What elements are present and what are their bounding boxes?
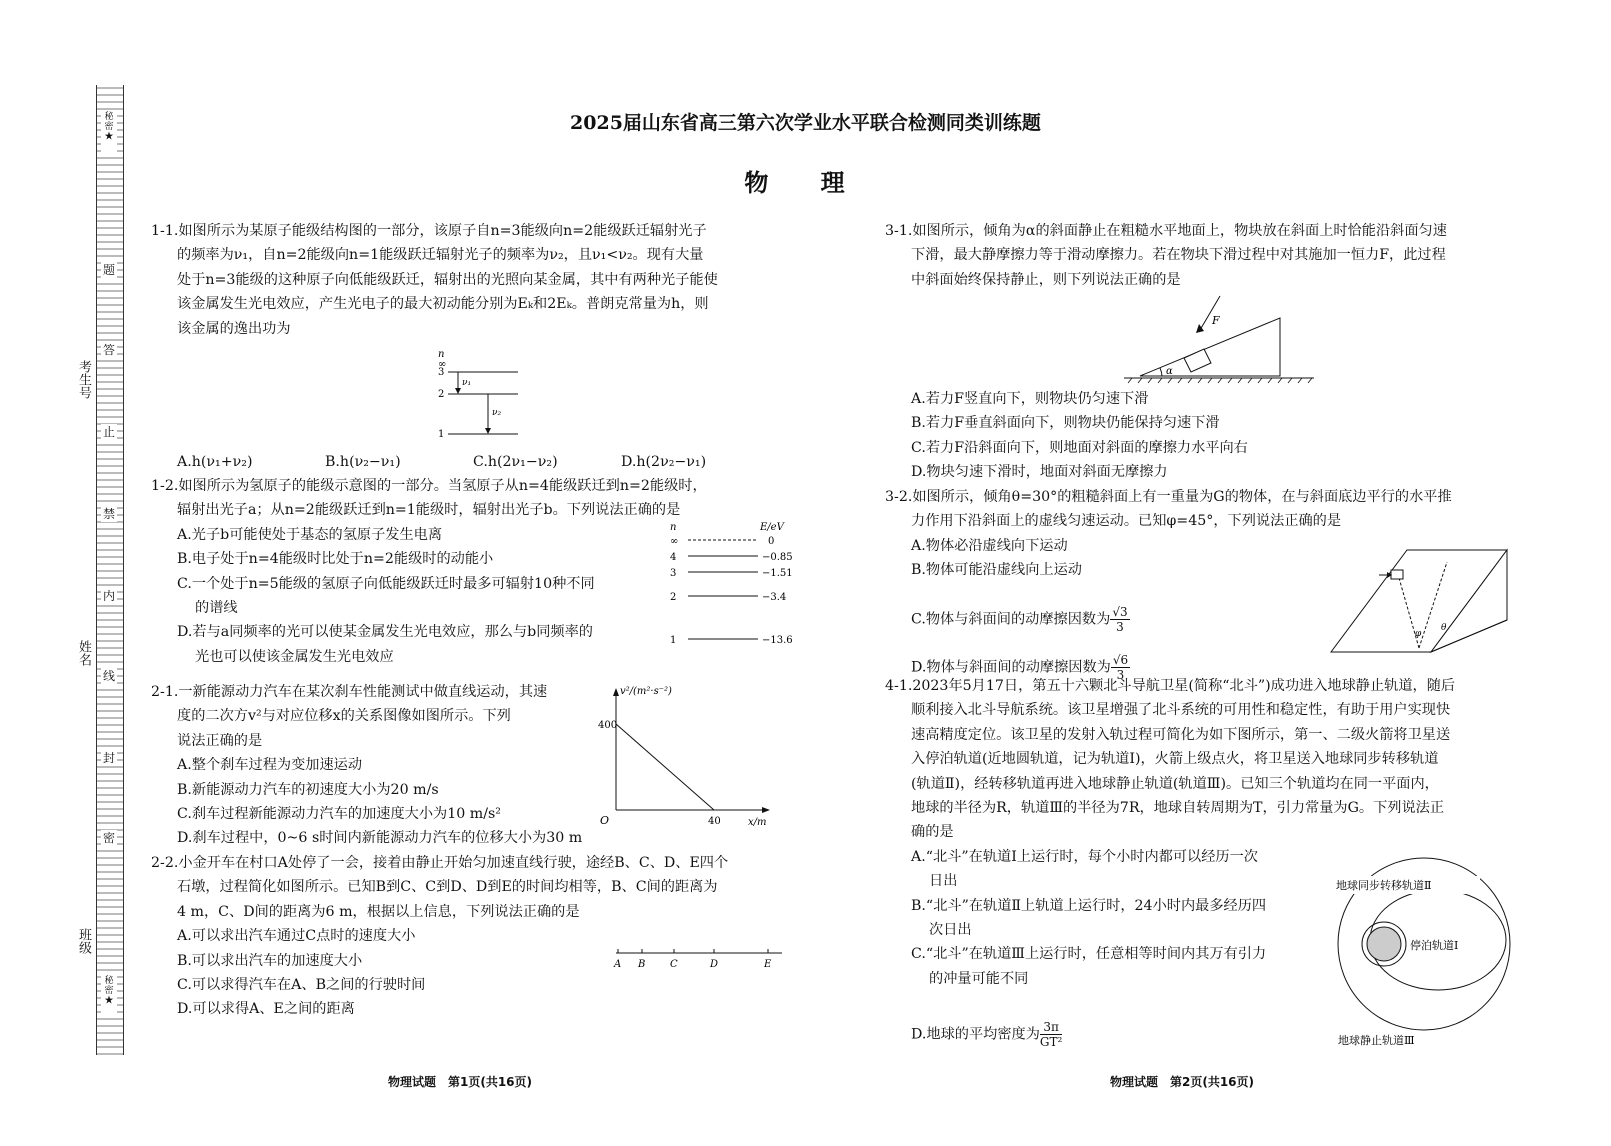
label-nu1: ν₁ [462,378,472,388]
q4-1-line: 入停泊轨道(近地圆轨道，记为轨道Ⅰ)，火箭上级点火，将卫星送入地球同步转移轨道 [911,751,1439,768]
option-c: C.刹车过程新能源动力汽车的加速度大小为10 m/s² [177,806,501,823]
level-n: 3 [670,568,677,579]
q2-1-line: 说法正确的是 [177,732,263,749]
option-b: B.若力F垂直斜面向下，则物块仍能保持匀速下滑 [911,415,1220,432]
q1-1-line: 处于n=3能级的这种原子向低能级跃迁，辐射出的光照向某金属，其中有两种光子能使 [177,271,718,288]
q3-2-incline-3d-diagram [1325,540,1515,660]
point-e: E [764,959,772,970]
field-exam-number: 考生号 [76,360,91,399]
option-d: D.可以求得A、E之间的距离 [177,1001,355,1018]
option-c: C.一个处于n=5能级的氢原子向低能级跃迁时最多可辐射10种不同 [177,575,595,592]
q1-1-line: 1-1.如图所示为某原子能级结构图的一部分，该原子自n=3能级向n=2能级跃迁辐射光子 [151,223,707,239]
option-c: C.h(2ν₁−ν₂) [473,454,558,470]
page-footer-left: 物理试题 第1页(共16页) [388,1075,533,1089]
series-line [616,724,714,810]
option-d: D.h(2ν₂−ν₁) [621,454,707,470]
label-nu2: ν₂ [492,408,502,418]
q2-2-line: 4 m，C、D间的距离为6 m，根据以上信息，下列说法正确的是 [177,903,580,920]
label-geo-orbit: 地球静止轨道Ⅲ [1338,1034,1415,1047]
option-b: B.可以求出汽车的加速度大小 [177,952,363,969]
left-column [151,219,791,341]
option-d-cont: 光也可以使该金属发生光电效应 [195,648,394,665]
option-d: D.刹车过程中，0~6 s时间内新能源动力汽车的位移大小为30 m [177,830,583,847]
q3-1 [885,219,1535,292]
option-a: A.光子b可能使处于基态的氢原子发生电离 [177,526,443,543]
q2-1-line: 度的二次方v²与对应位移x的关系图像如图所示。下列 [177,708,511,725]
q1-2-line: 辐射出光子a；从n=2能级跃迁到n=1能级时，辐射出光子b。下列说法正确的是 [177,502,681,519]
option-d: D.物体与斜面间的动摩擦因数为 [911,659,1111,676]
binding-word: 封 [102,751,115,765]
q2-2-line: 2-2.小金开车在村口A处停了一会，接着由静止开始匀加速直线行驶，途经B、C、D、E四个 [151,855,729,871]
q4-1-line: 顺利接入北斗导航系统。该卫星增强了北斗系统的可用性和稳定性，有助于用户实现快 [911,702,1451,719]
origin-label: O [600,814,610,827]
option-b: B.“北斗”在轨道Ⅱ上轨道上运行时，24小时内最多经历四 [911,897,1267,914]
q2-2-line: 石墩，过程简化如图所示。已知B到C、C到D、D到E的时间均相等，B、C间的距离为 [177,879,718,896]
q3-1-incline-diagram [1120,290,1320,392]
level-e: 0 [768,536,775,547]
option-a: A.整个刹车过程为变加速运动 [177,757,363,774]
label-transfer-orbit: 地球同步转移轨道Ⅱ [1336,879,1432,892]
option-c-cont: 的冲量可能不同 [929,970,1029,987]
level-e: −3.4 [762,592,787,603]
q1-2-line: 1-2.如图所示为氢原子的能级示意图的一部分。当氢原子从n=4能级跃迁到n=2能级时， [151,478,707,494]
q2-2 [151,851,811,1022]
option-b-cont: 次日出 [929,922,972,939]
level-n: 2 [670,592,677,603]
label-unit: E/eV [760,522,784,533]
level-e: −1.51 [762,568,793,579]
subject-title: 物 理 [744,169,867,197]
binding-margin [96,85,124,1055]
point-a: A [614,959,622,970]
q1-1-options [151,450,791,474]
y-axis-label: v²/(m²·s⁻²) [620,686,672,697]
phi-label: φ [1415,629,1422,639]
point-d: D [710,959,719,970]
q3-2-option-c [911,605,1211,634]
q4-1-option-d [911,1020,1211,1049]
option-b: B.物体可能沿虚线向上运动 [911,562,1082,579]
y-tick-label: 400 [598,720,618,731]
q4-1-line: 确的是 [911,824,954,841]
level-n: 4 [670,552,677,563]
option-d: D.物块匀速下滑时，地面对斜面无摩擦力 [911,464,1168,481]
level-e: −13.6 [762,635,793,646]
option-a: A.h(ν₁+ν₂) [177,454,253,470]
binding-word: 题 [102,263,115,277]
option-a: A.若力F竖直向下，则物块仍匀速下滑 [911,391,1149,407]
option-b: B.新能源动力汽车的初速度大小为20 m/s [177,781,439,798]
q1-1-line: 该金属的逸出功为 [177,320,291,337]
q3-1-options [885,387,1535,485]
q3-1-line: 下滑，最大静摩擦力等于滑动摩擦力。若在物块下滑过程中对其施加一恒力F，此过程 [911,247,1446,264]
q2-2-road-diagram [612,945,787,973]
q4-1-line: (轨道Ⅱ)，经转移轨道再进入地球静止轨道(轨道Ⅲ)。已知三个轨道均在同一平面内， [911,775,1439,792]
x-tick-label: 40 [708,816,721,827]
q2-1-line: 2-1.一新能源动力汽车在某次刹车性能测试中做直线运动，其速 [151,684,548,700]
page-footer-right: 物理试题 第2页(共16页) [1110,1075,1255,1089]
option-c-cont: 的谱线 [195,600,238,617]
binding-word: 答 [102,343,115,357]
exam-title: 2025届山东省高三第六次学业水平联合检测同类训练题 [570,112,1041,134]
fraction: $\frac{√6}{3}$ [1112,653,1129,682]
q1-2-hydrogen-levels [660,518,795,658]
binding-word: 线 [102,669,115,683]
binding-word: 禁 [102,507,115,521]
label-level-1: 1 [438,429,445,440]
option-a: A.物体必沿虚线向下运动 [911,537,1068,554]
option-a: A.“北斗”在轨道Ⅰ上运行时，每个小时内都可以经历一次 [911,848,1258,865]
label-parking-orbit: 停泊轨道Ⅰ [1410,939,1459,952]
q3-2-line: 力作用下沿斜面上的虚线匀速运动。已知φ=45°，下列说法正确的是 [911,513,1342,530]
secret-mark-top: 秘密★ [101,112,117,152]
angle-label: α [1166,366,1173,377]
q4-1-line: 地球的半径为R，轨道Ⅲ的半径为7R，地球自转周期为T，引力常量为G。下列说法正 [911,800,1445,817]
option-c: C.“北斗”在轨道Ⅲ上运行时，任意相等时间内其万有引力 [911,946,1267,963]
option-b: B.h(ν₂−ν₁) [325,454,401,470]
q4-1-line: 速高精度定位。该卫星的发射入轨过程可简化为如下图所示，第一、二级火箭将卫星送 [911,726,1451,743]
force-label: F [1212,314,1220,327]
option-c: C.若力F沿斜面向下，则地面对斜面的摩擦力水平向右 [911,439,1248,456]
option-c: C.可以求得汽车在A、B之间的行驶时间 [177,977,426,994]
q1-1-energy-diagram [420,345,540,450]
field-name: 姓名 [76,640,91,666]
q4-1-orbit-diagram [1328,852,1520,1047]
binding-word: 内 [102,589,115,603]
q1-1-line: 该金属发生光电效应，产生光电子的最大初动能分别为Eₖ和2Eₖ。普朗克常量为h，则 [177,296,709,313]
secret-mark-bottom: 秘密★ [101,976,117,1016]
option-d: D.若与a同频率的光可以使某金属发生光电效应，那么与b同频率的 [177,624,593,641]
level-n: ∞ [670,536,679,547]
level-e: −0.85 [762,552,793,563]
q3-1-line: 中斜面始终保持静止，则下列说法正确的是 [911,271,1181,288]
theta-label: θ [1441,623,1447,633]
q3-1-line: 3-1.如图所示，倾角为α的斜面静止在粗糙水平地面上，物块放在斜面上时恰能沿斜面匀速 [885,223,1447,239]
q3-2-line: 3-2.如图所示，倾角θ=30°的粗糙斜面上有一重量为G的物体，在与斜面底边平行的水平推 [885,489,1452,505]
q2-1-v2-x-chart [598,684,788,834]
x-axis-label: x/m [748,817,767,828]
option-c: C.物体与斜面间的动摩擦因数为 [911,611,1111,628]
option-d: D.地球的平均密度为 [911,1026,1040,1043]
fraction: $\frac{3\pi}{\text{GT²}}$ [1039,1020,1063,1049]
label-level-3: 3 [438,367,445,378]
option-b: B.电子处于n=4能级时比处于n=2能级时的动能小 [177,551,494,568]
label-inf: ∞ [438,359,447,370]
label-n: n [670,522,677,533]
point-c: C [670,959,678,970]
option-a: A.可以求出汽车通过C点时的速度大小 [177,928,416,945]
label-level-2: 2 [438,389,445,400]
q4-1-line: 4-1.2023年5月17日，第五十六颗北斗导航卫星(简称“北斗”)成功进入地球静止轨道，随后 [885,678,1456,694]
point-b: B [638,959,646,970]
fraction: $\frac{√3}{3}$ [1112,605,1128,634]
level-n: 1 [670,635,677,646]
option-a-cont: 日出 [929,873,958,890]
binding-word: 止 [102,425,115,439]
binding-word: 密 [102,831,115,845]
field-class: 班级 [76,928,91,954]
label-n: n [438,349,445,360]
q1-1-line: 的频率为ν₁，自n=2能级向n=1能级跃迁辐射光子的频率为ν₂，且ν₁<ν₂。现有大量 [177,247,704,264]
